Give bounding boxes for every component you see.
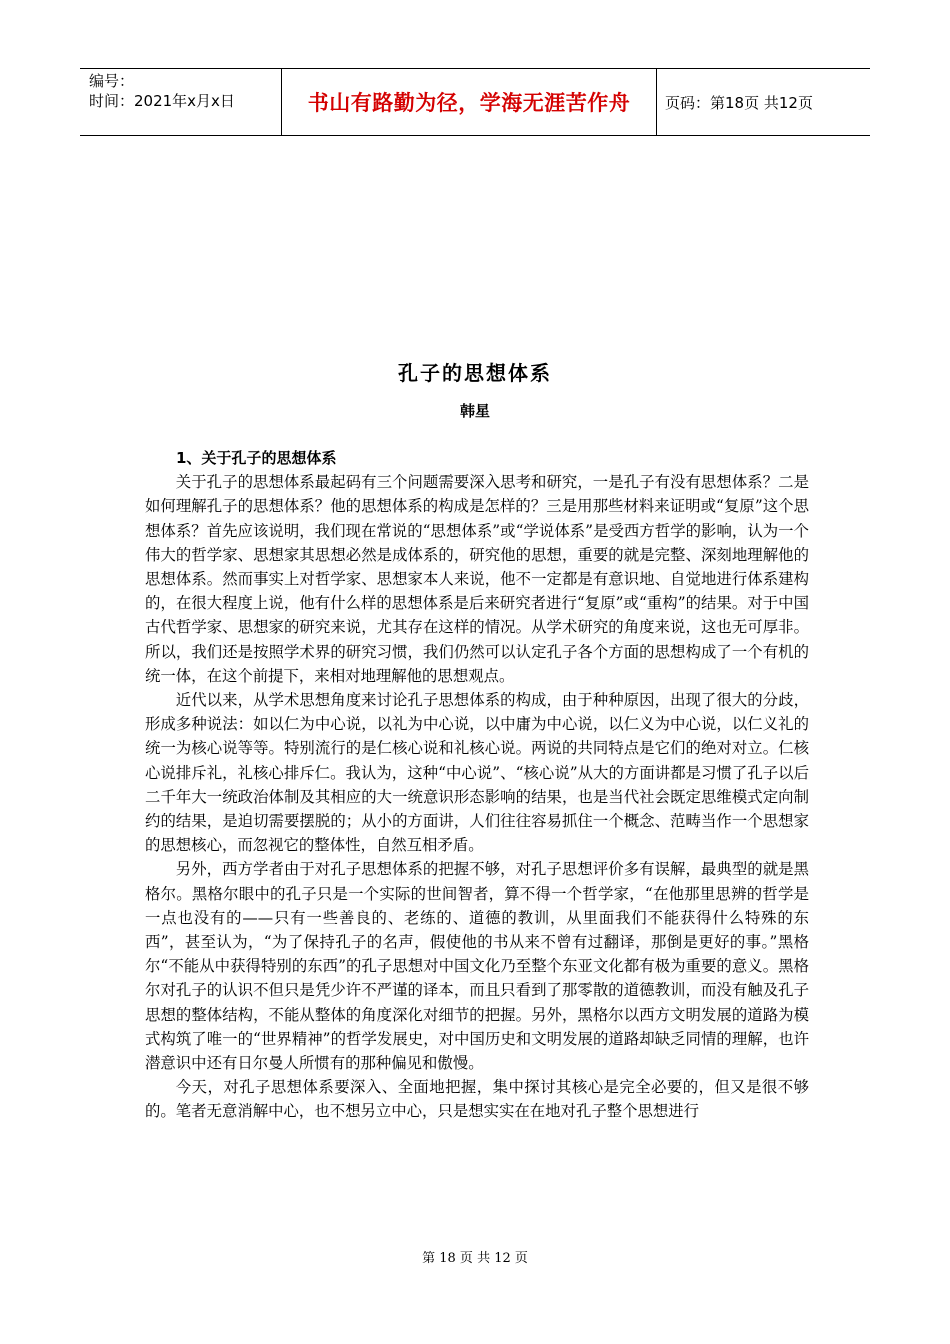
document-title: 孔子的思想体系 [398,361,552,385]
body-paragraph: 近代以来，从学术思想角度来讨论孔子思想体系的构成，由于种种原因，出现了很大的分歧，形成多种说法：如以仁为中心说，以礼为中心说，以中庸为中心说，以仁义为中心说，以仁义礼的统一为核心说等等。特别流行的是仁核心说和礼核心说。两说的共同特点是它们的绝对对立。仁核心说排斥礼，礼核心排斥仁。我认为，这种“中心说”、“核心说”从大的方面讲都是习惯了孔子以后二千年大一统政治体制及其相应的大一统意识形态影响的结果，也是当代社会既定思维模式定向制约的结果，是迫切需要摆脱的；从小的方面讲，人们往往容易抓住一个概念、范畴当作一个思想家的思想核心，而忽视它的整体性，自然互相矛盾。 [145,691,809,855]
body-paragraph: 今天，对孔子思想体系要深入、全面地把握，集中探讨其核心是完全必要的，但又是很不够的。笔者无意消解中心，也不想另立中心，只是想实实在在地对孔子整个思想进行 [145,1078,809,1121]
document-body [145,446,809,1124]
document-header [80,68,870,136]
page-info: 页码：第18页 共12页 [665,93,813,112]
body-paragraph: 关于孔子的思想体系最起码有三个问题需要深入思考和研究，一是孔子有没有思想体系？二是如何理解孔子的思想体系？他的思想体系的构成是怎样的？三是用那些材料来证明或“复原”这个思想体系？首先应该说明，我们现在常说的“思想体系”或“学说体系”是受西方哲学的影响，认为一个伟大的哲学家、思想家其思想必然是成体系的，研究他的思想，重要的就是完整、深刻地理解他的思想体系。然而事实上对哲学家、思想家本人来说，他不一定都是有意识地、自觉地进行体系建构的，在很大程度上说，他有什么样的思想体系是后来研究者进行“复原”或“重构”的结果。对于中国古代哲学家、思想家的研究来说，尤其存在这样的情况。从学术研究的角度来说，这也无可厚非。所以，我们还是按照学术界的研究习惯，我们仍然可以认定孔子各个方面的思想构成了一个有机的统一体，在这个前提下，来相对地理解他的思想观点。 [145,473,809,685]
body-paragraph: 另外，西方学者由于对孔子思想体系的把握不够，对孔子思想评价多有误解，最典型的就是黑格尔。黑格尔眼中的孔子只是一个实际的世间智者，算不得一个哲学家，“在他那里思辨的哲学是一点也没有的——只有一些善良的、老练的、道德的教训，从里面我们不能获得什么特殊的东西”，甚至认为，“为了保持孔子的名声，假使他的书从来不曾有过翻译，那倒是更好的事。”黑格尔“不能从中获得特别的东西”的孔子思想对中国文化乃至整个东亚文化都有极为重要的意义。黑格尔对孔子的认识不但只是凭少许不严谨的译本，而且只看到了那零散的道德教训，而没有触及孔子思想的整体结构，不能从整体的角度深化对细节的把握。另外，黑格尔以西方文明发展的道路为模式构筑了唯一的“世界精神”的哲学发展史，对中国历史和文明发展的道路却缺乏同情的理解，也许潜意识中还有日尔曼人所惯有的那种偏见和傲慢。 [145,860,809,1073]
header-page-cell [657,69,870,135]
document-author: 韩星 [459,402,490,420]
header-motto-cell [281,69,657,135]
header-meta-cell [80,69,281,135]
section-heading: 1、关于孔子的思想体系 [176,449,337,467]
motto-text: 书山有路勤为径，学海无涯苦作舟 [307,91,631,115]
page-footer: 第 18 页 共 12 页 [422,1251,528,1266]
time-label: 时间：2021年x月x日 [89,92,235,110]
serial-label: 编号： [89,72,135,90]
